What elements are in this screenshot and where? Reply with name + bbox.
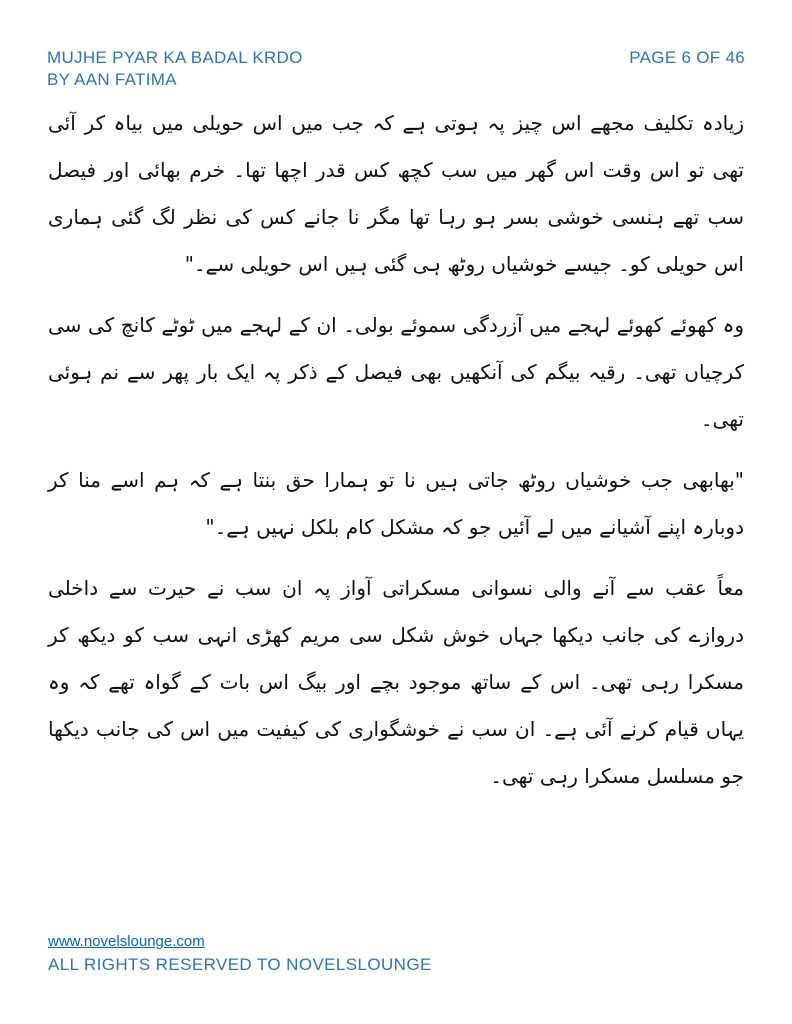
website-link[interactable]: www.novelslounge.com xyxy=(48,933,205,950)
paragraph: وہ کھوئے کھوئے لہجے میں آزردگی سموئے بولی۔ ان کے لہجے میں ٹوٹے کانچ کی سی کرچیاں تھی۔ رقیہ بیگم کی آنکھیں بھی فیصل کے ذکر پہ ایک بار پھر سے نم ہوئی تھی۔ xyxy=(48,313,744,431)
story-body xyxy=(48,100,744,814)
copyright-notice: ALL RIGHTS RESERVED TO NOVELSLOUNGE xyxy=(48,955,432,974)
author-name: BY AAN FATIMA xyxy=(47,70,177,89)
paragraph: معاً عقب سے آنے والی نسوانی مسکراتی آواز پہ ان سب نے حیرت سے داخلی دروازے کی جانب دیکھا جہاں خوش شکل سی مریم کھڑی انہی سب کو دیکھ کر مسکرا رہی تھی۔ اس کے ساتھ موجود بچے اور بیگ اس بات کے گواہ تھے کہ وہ یہاں قیام کرنے آئی ہے۔ ان سب نے خوشگواری کی کیفیت میں اس کی جانب دیکھا جو مسلسل مسکرا رہی تھی۔ xyxy=(48,576,744,788)
document-header xyxy=(47,47,303,91)
paragraph: "بھابھی جب خوشیاں روٹھ جاتی ہیں نا تو ہمارا حق بنتا ہے کہ ہم اسے منا کر دوبارہ اپنے آشیانے میں لے آئیں جو کہ مشکل کام بلکل نہیں ہے۔" xyxy=(48,468,744,539)
paragraph: زیادہ تکلیف مجھے اس چیز پہ ہوتی ہے کہ جب میں اس حویلی میں بیاہ کر آئی تھی تو اس وقت اس گھر میں سب کچھ کس قدر اچھا تھا۔ خرم بھائی اور فیصل سب تھے ہنسی خوشی بسر ہو رہا تھا مگر نا جانے کس کی نظر لگ گئی ہماری اس حویلی کو۔ جیسے خوشیاں روٹھ ہی گئی ہیں اس حویلی سے۔" xyxy=(48,111,744,276)
page-indicator: PAGE 6 OF 46 xyxy=(629,48,745,67)
novel-title: MUJHE PYAR KA BADAL KRDO xyxy=(47,48,303,67)
